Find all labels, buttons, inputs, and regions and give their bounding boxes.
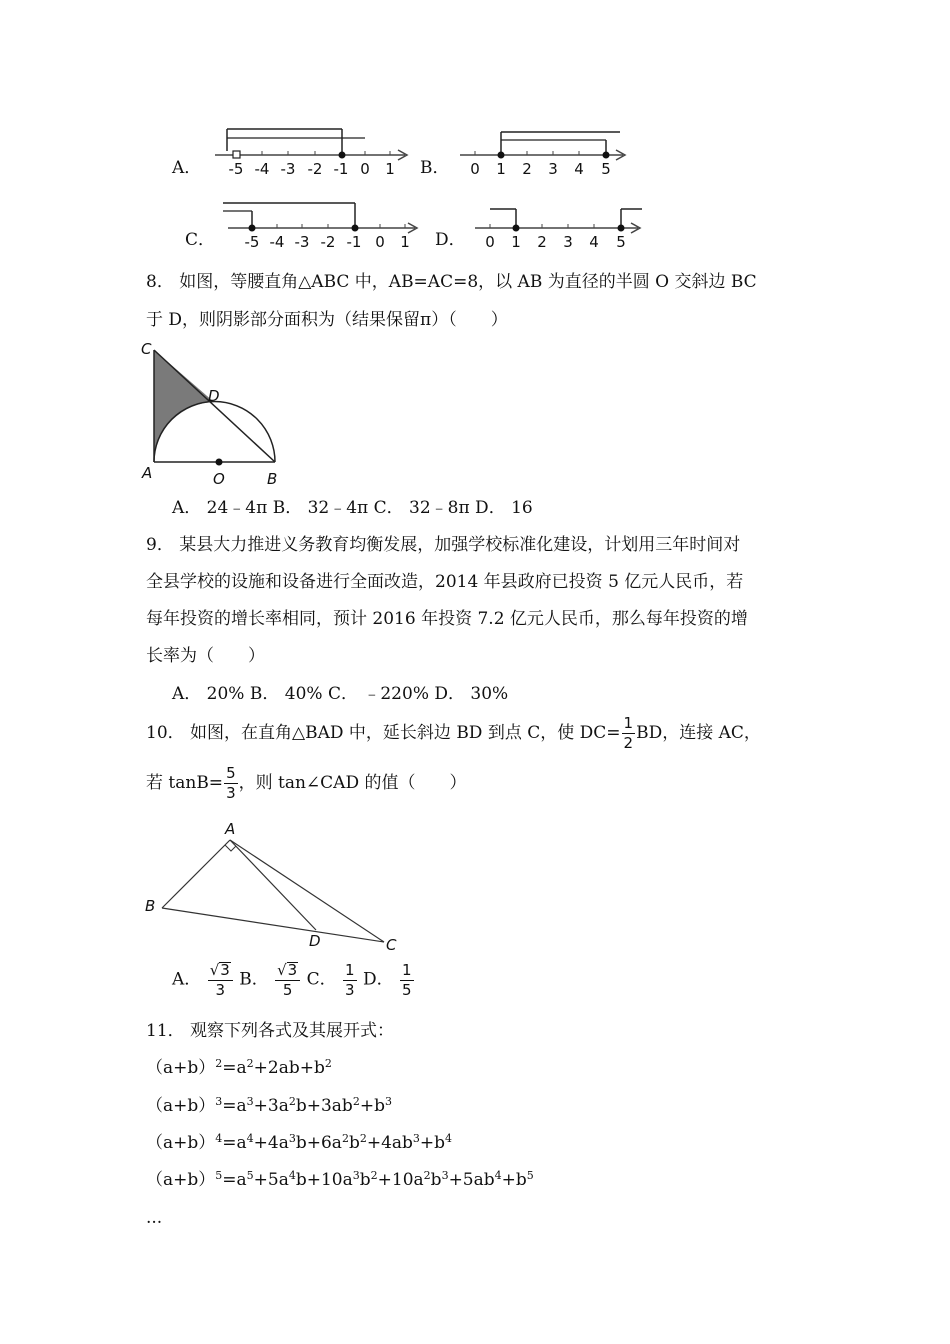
tick: -5 [244, 233, 260, 251]
q11-expansion-5: $(a+b)^5=a^5+5a^4b+10a^3b^2+10a^2b^3+5ab^4+b^5$ [146, 1169, 534, 1190]
label-b: B [267, 470, 278, 488]
tick: 0 [360, 160, 370, 178]
tick: 5 [616, 233, 626, 251]
label-d: D [208, 387, 220, 405]
q10-line2-text-b: ，则 tan∠CAD 的值（ ） [238, 773, 467, 793]
q7-number-line-b [455, 118, 635, 180]
tick: -3 [294, 233, 310, 251]
q9-options: A． 20% B． 40% C． ﹣220% D． 30% [172, 684, 509, 704]
q7-option-a-letter: A． [172, 158, 202, 178]
q8-figure [138, 338, 288, 490]
label-o: O [213, 470, 225, 488]
tick: 4 [574, 160, 584, 178]
tick: -4 [254, 160, 270, 178]
q10-option-c-letter: C． [306, 969, 337, 990]
q11-line1: 11． 观察下列各式及其展开式： [146, 1021, 395, 1041]
tick: 1 [511, 233, 521, 251]
tick: 3 [548, 160, 558, 178]
q10-line1-text-a: 10． 如图，在直角△BAD 中，延长斜边 BD 到点 C，使 DC= [146, 723, 621, 743]
q7-option-b-letter: B． [420, 158, 450, 178]
q7-number-line-c [220, 195, 430, 253]
q10-option-b-letter: B． [239, 969, 269, 990]
tick: -2 [307, 160, 323, 178]
q10-line1-text-b: BD，连接 AC， [636, 723, 761, 743]
tick: 2 [522, 160, 532, 178]
tick: 5 [601, 160, 611, 178]
q8-options: A． 24﹣4π B． 32﹣4π C． 32﹣8π D． 16 [172, 498, 533, 518]
q11-expansion-4: $(a+b)^4=a^4+4a^3b+6a^2b^2+4ab^3+b^4$ [146, 1132, 453, 1153]
tick: 1 [385, 160, 395, 178]
label-a: A [225, 820, 236, 838]
tick: 1 [496, 160, 506, 178]
tick: 3 [563, 233, 573, 251]
q7-option-d-letter: D． [435, 230, 466, 250]
q7-number-line-d [470, 195, 650, 253]
label-c: C [386, 936, 397, 954]
q10-line1 [146, 716, 761, 751]
tick: -1 [346, 233, 362, 251]
q11-expansion-3: $(a+b)^3=a^3+3a^2b+3ab^2+b^3$ [146, 1095, 392, 1116]
q7-number-line-a [205, 118, 420, 180]
q10-option-d-fraction: $\frac{1}{5}$ [402, 960, 412, 999]
q10-fraction-half: $\frac{1}{2}$ [623, 714, 634, 752]
label-b: B [145, 897, 156, 915]
tick: 0 [470, 160, 480, 178]
tick: 1 [400, 233, 410, 251]
q10-option-a-fraction: $\frac{√3}{3}$ [208, 962, 233, 998]
q10-option-a-letter: A． [172, 969, 202, 990]
label-c: C [141, 340, 152, 358]
tick: 4 [589, 233, 599, 251]
tick: -3 [280, 160, 296, 178]
q10-option-d-letter: D． [363, 969, 394, 990]
tick: -2 [320, 233, 336, 251]
shaded-region [154, 350, 214, 462]
tick: 0 [375, 233, 385, 251]
tick: -1 [333, 160, 349, 178]
q10-option-b-fraction: $\frac{√3}{5}$ [275, 962, 300, 998]
q10-options [172, 962, 415, 998]
label-d: D [309, 932, 321, 950]
tick: 0 [485, 233, 495, 251]
q9-line1: 9． 某县大力推进义务教育均衡发展，加强学校标准化建设，计划用三年时间对 [146, 535, 741, 555]
q9-line2: 全县学校的设施和设备进行全面改造，2014 年县政府已投资 5 亿元人民币，若 [146, 572, 744, 592]
q10-figure [138, 818, 408, 958]
q10-line2-text-a: 若 tanB= [146, 773, 224, 793]
q10-fraction-tanb: $\frac{5}{3}$ [226, 764, 236, 802]
q11-expansion-2: $(a+b)^2=a^2+2ab+b^2$ [146, 1057, 332, 1078]
q8-line1: 8． 如图，等腰直角△ABC 中，AB=AC=8，以 AB 为直径的半圆 O 交斜边 BC [146, 272, 757, 292]
q9-line4: 长率为（ ） [146, 646, 265, 666]
q9-line3: 每年投资的增长率相同，预计 2016 年投资 7.2 亿元人民币，那么每年投资的增 [146, 609, 748, 629]
q8-line2: 于 D，则阴影部分面积为（结果保留π）（ ） [146, 310, 508, 330]
q10-option-c-fraction: $\frac{1}{3}$ [345, 960, 355, 999]
q10-line2 [146, 766, 467, 801]
q7-option-c-letter: C． [185, 230, 216, 250]
tick: 2 [537, 233, 547, 251]
label-a: A [142, 464, 153, 482]
tick: -5 [228, 160, 244, 178]
q11-ellipsis: ... [146, 1208, 163, 1228]
tick: -4 [269, 233, 285, 251]
